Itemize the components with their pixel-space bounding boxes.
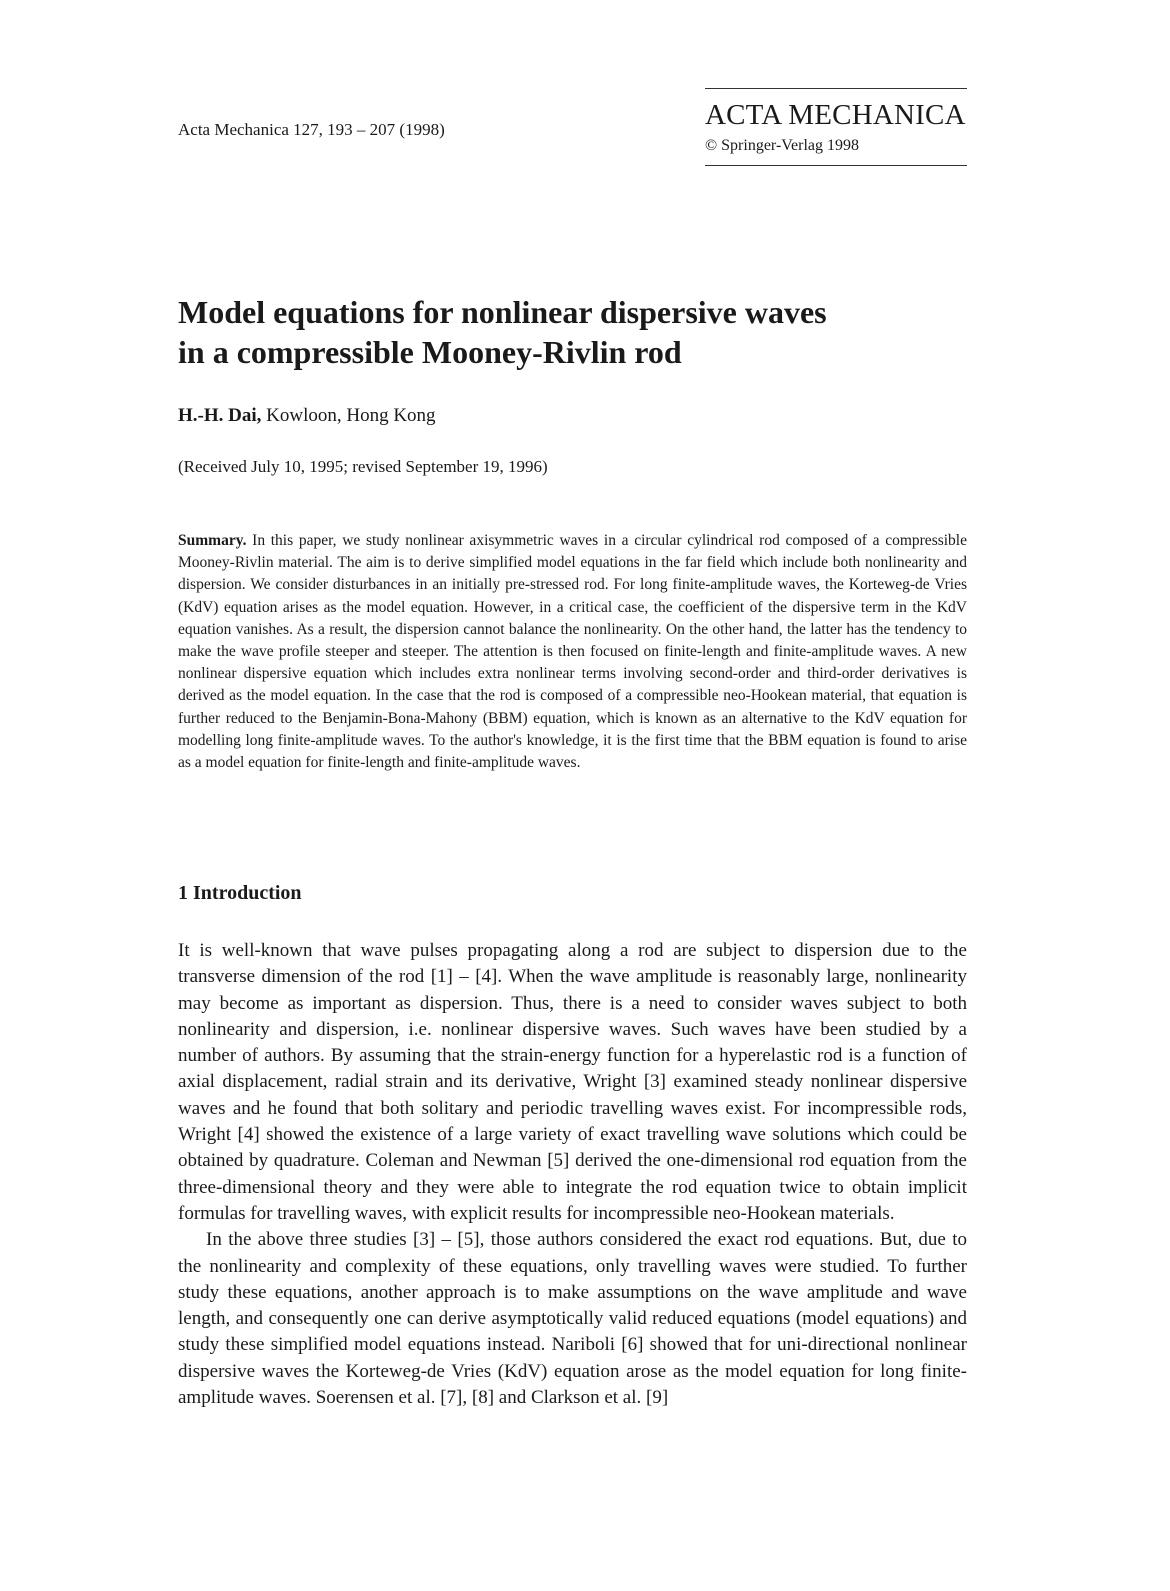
copyright-notice: © Springer-Verlag 1998 <box>705 137 860 154</box>
introduction-body <box>178 938 967 1411</box>
journal-name: ACTA MECHANICA <box>705 99 966 131</box>
journal-citation: Acta Mechanica 127, 193 – 207 (1998) <box>178 120 445 139</box>
summary-label: Summary. <box>178 532 247 549</box>
section-heading: 1 Introduction <box>178 882 302 904</box>
masthead-top-rule <box>705 88 967 89</box>
intro-paragraph-2: In the above three studies [3] – [5], those authors considered the exact rod equations. But, due to the nonlinearity and complexity of these equations, only travelling waves were studied. To further study these equations, another approach is to make assumptions on the wave amplitude and wave length, and consequently one can derive asymptotically valid reduced equations (model equations) and study these simplified model equations instead. Nariboli [6] showed that for uni-directional nonlinear dispersive waves the Korteweg-de Vries (KdV) equation arose as the model equation for long finite-amplitude waves. Soerensen et al. [7], [8] and Clarkson et al. [9] <box>178 1229 967 1409</box>
author-line <box>178 405 436 427</box>
summary-text: In this paper, we study nonlinear axisymmetric waves in a circular cylindrical rod composed of a compressible Mooney-Rivlin material. The aim is to derive simplified model equations in the far field which include both nonlinearity and dispersion. We consider disturbances in an initially pre-stressed rod. For long finite-amplitude waves, the Korteweg-de Vries (KdV) equation arises as the model equation. However, in a critical case, the coefficient of the dispersive term in the KdV equation vanishes. As a result, the dispersion cannot balance the nonlinearity. On the other hand, the latter has the tendency to make the wave profile steeper and steeper. The attention is then focused on finite-length and finite-amplitude waves. A new nonlinear dispersive equation which includes extra nonlinear terms involving second-order and third-order derivatives is derived as the model equation. In the case that the rod is composed of a compressible neo-Hookean material, that equation is further reduced to the Benjamin-Bona-Mahony (BBM) equation, which is known as an alternative to the KdV equation for modelling long finite-amplitude waves. To the author's knowledge, it is the first time that the BBM equation is found to arise as a model equation for finite-length and finite-amplitude waves. <box>178 532 967 772</box>
article-title <box>178 292 978 372</box>
received-dates: (Received July 10, 1995; revised September 19, 1996) <box>178 457 548 476</box>
title-line-2: in a compressible Mooney-Rivlin rod <box>178 334 682 370</box>
journal-masthead <box>705 88 967 166</box>
author-affiliation: Kowloon, Hong Kong <box>261 405 436 426</box>
title-line-1: Model equations for nonlinear dispersive waves <box>178 294 827 330</box>
intro-paragraph-1: It is well-known that wave pulses propagating along a rod are subject to dispersion due to the transverse dimension of the rod [1] – [4]. When the wave amplitude is reasonably large, nonlinearity may become as important as dispersion. Thus, there is a need to consider waves subject to both nonlinearity and dispersion, i.e. nonlinear dispersive waves. Such waves have been studied by a number of authors. By assuming that the strain-energy function for a hyperelastic rod is a function of axial displacement, radial strain and its derivative, Wright [3] examined steady nonlinear dispersive waves and he found that both solitary and periodic travelling waves exist. For incompressible rods, Wright [4] showed the existence of a large variety of exact travelling wave solutions which could be obtained by quadrature. Coleman and Newman [5] derived the one-dimensional rod equation from the three-dimensional theory and they were able to integrate the rod equation twice to obtain implicit formulas for travelling waves, with explicit results for incompressible neo-Hookean materials. <box>178 940 967 1224</box>
summary-block <box>178 530 967 774</box>
masthead-bottom-rule <box>705 165 967 166</box>
author-name: H.-H. Dai, <box>178 405 262 426</box>
